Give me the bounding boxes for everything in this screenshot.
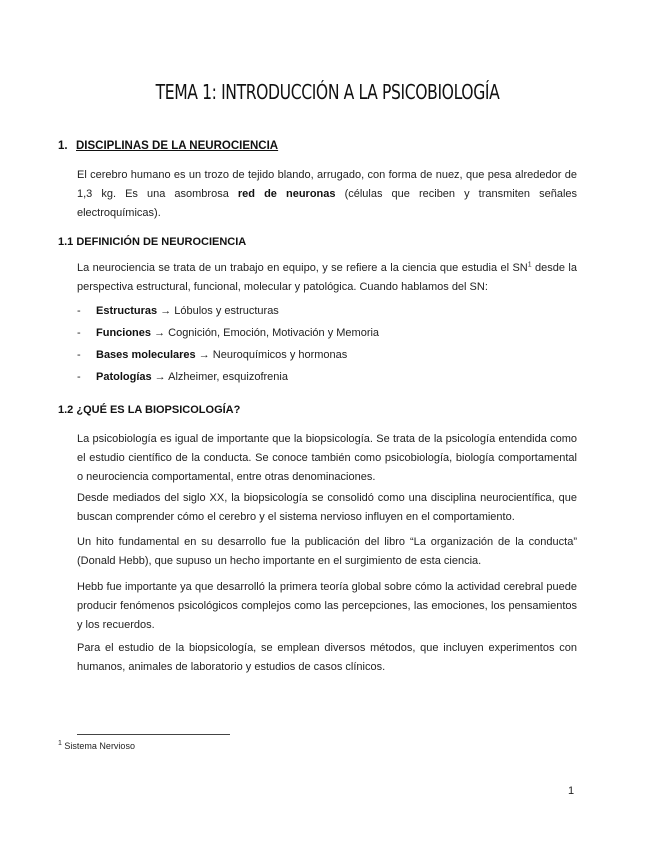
footnote-marker: 1 [58,740,62,747]
list-desc: → Neuroquímicos y hormonas [195,349,348,361]
paragraph-text: El cerebro humano es un trozo de tejido blando, arrugado, con forma de nuez, que pesa alrededor de 1,3 kg. Es una asombrosa [77,169,577,200]
subsection-heading-definicion: 1.1 DEFINICIÓN DE NEUROCIENCIA [58,236,247,248]
paragraph-hebb: Hebb fue importante ya que desarrolló la primera teoría global sobre cómo la actividad cerebral puede producir fenómenos psicológicos complejos como las percepciones, las emociones, los pensamientos y los recuerdos. [77,581,577,631]
section-number: 1. [58,140,68,152]
bold-term: red de neuronas [237,188,336,200]
paragraph-text: desde la perspectiva estructural, funcional, molecular y patológica. Cuando hablamos del SN: [77,262,577,293]
paragraph-siglo-xx: Desde mediados del siglo XX, la biopsicología se consolidó como una disciplina neurocientífica, que buscan comprender cómo el cerebro y el sistema nervioso influyen en el comportamiento. [77,492,577,523]
footnote [58,741,135,751]
list-term: Bases moleculares [96,349,196,361]
footnote-text: Sistema Nervioso [64,741,135,751]
list-term: Funciones [96,327,152,339]
paragraph-text: La neurociencia se trata de un trabajo en equipo, y se refiere a la ciencia que estudia el SN [77,262,528,274]
list-desc: → Alzheimer, esquizofrenia [151,371,288,383]
paragraph-cerebro [77,166,577,223]
footnote-reference[interactable]: 1 [527,261,532,269]
list-bullet: - [77,327,81,339]
list-bullet: - [77,305,81,317]
subsection-heading-biopsicologia: 1.2 ¿QUÉ ES LA BIOPSICOLOGÍA? [58,404,241,416]
list-term: Estructuras [96,305,158,317]
page-number: 1 [568,785,575,797]
page-title: TEMA 1: INTRODUCCIÓN A LA PSICOBIOLOGÍA [155,80,500,104]
paragraph-psicobiologia: La psicobiología es igual de importante que la biopsicología. Se trata de la psicología entendida como el estudio científico de la conducta. Se conoce también como psicobiología, biología comportamental o neurociencia comportamental, entre otras denominaciones. [77,433,577,483]
paragraph-text: (células que reciben y transmiten señales electroquímicas). [77,188,578,219]
list-term: Patologías [96,371,152,383]
paragraph-neurociencia [77,259,577,297]
section-title: DISCIPLINAS DE LA NEUROCIENCIA [76,140,279,152]
list-bullet: - [77,349,81,361]
section-heading-disciplinas [58,140,278,152]
list-bullet: - [77,371,81,383]
list-desc: → Cognición, Emoción, Motivación y Memoria [151,327,380,339]
paragraph-hito: Un hito fundamental en su desarrollo fue la publicación del libro “La organización de la conducta” (Donald Hebb), que supuso un hecho importante en el surgimiento de esta ciencia. [77,536,577,567]
list-desc: → Lóbulos y estructuras [157,305,279,317]
footnote-divider [77,734,230,735]
paragraph-metodos: Para el estudio de la biopsicología, se emplean diversos métodos, que incluyen experimentos con humanos, animales de laboratorio y estudios de casos clínicos. [77,642,577,673]
